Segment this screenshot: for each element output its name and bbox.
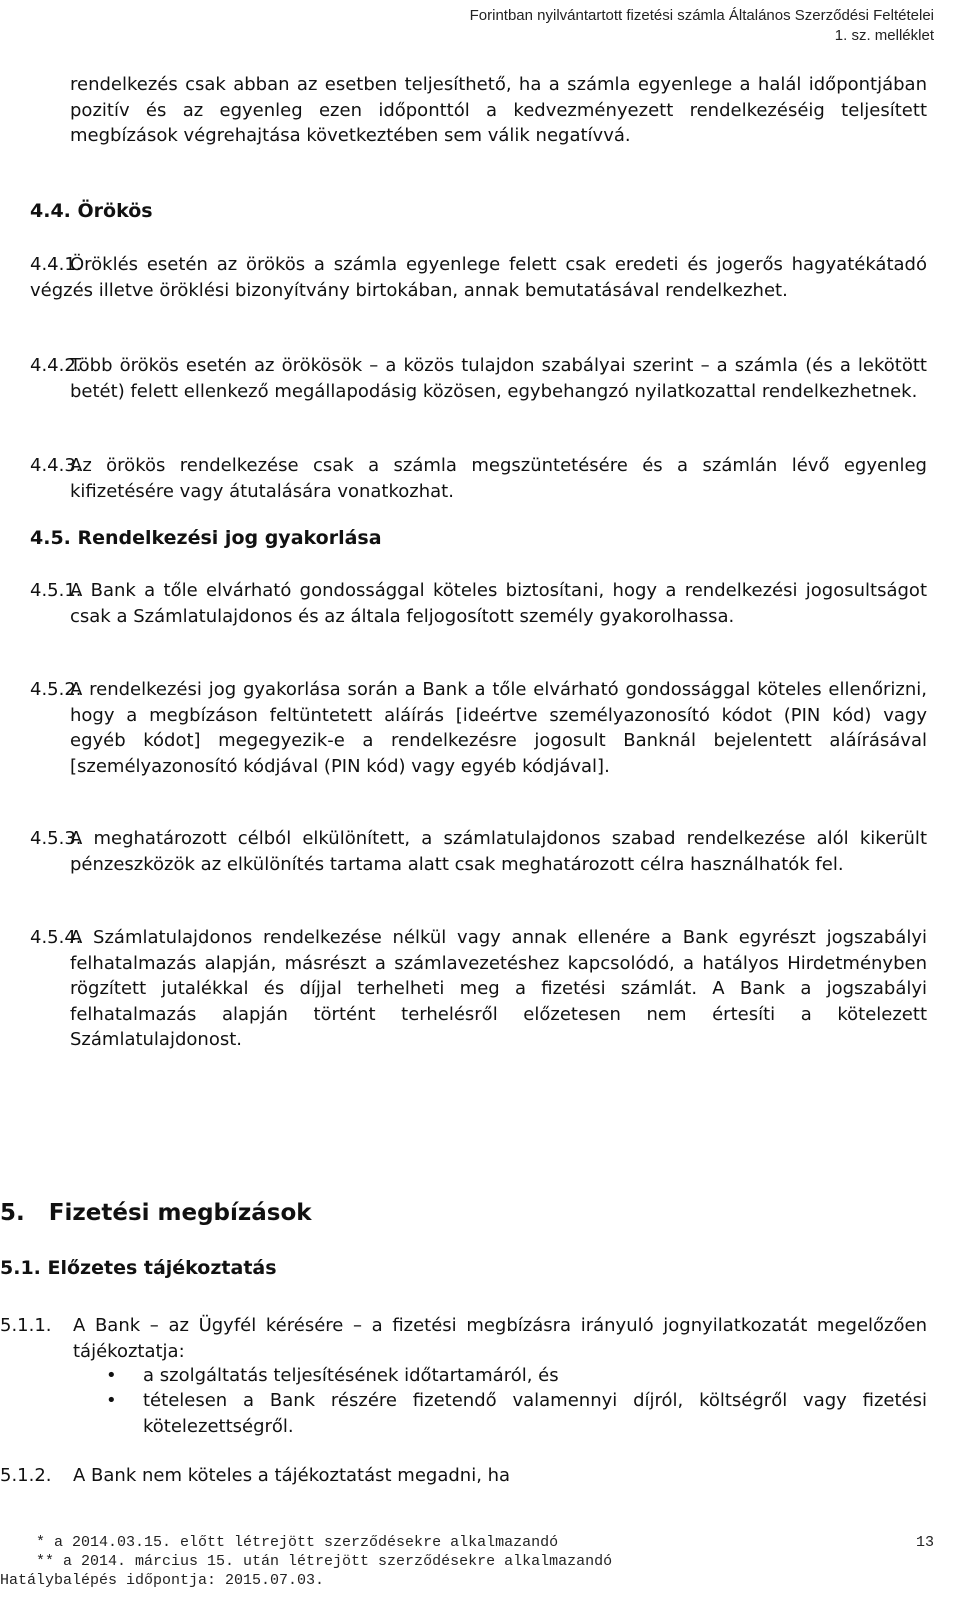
section-5-1-title: 5.1. Előzetes tájékoztatás (0, 1257, 277, 1279)
clause-number: 4.5.4. (30, 927, 82, 948)
clause-4-5-4 (30, 925, 927, 1053)
clause-text: A rendelkezési jog gyakorlása során a Bank a tőle elvárható gondossággal köteles ellenőrizni, hogy a megbízáson feltüntetett aláírás [ideértve személyazonosító kódot (PIN kód) vagy egyéb kódot] megegyezik-e a rendelkezésre jogosult Banknál bejelentett aláírásával [személyazonosító kódjával (PIN kód) vagy egyéb kódjával]. (70, 679, 927, 777)
page-header (470, 6, 934, 46)
clause-4-5-1 (30, 578, 927, 629)
clause-text: Öröklés esetén az örökös a számla egyenlege felett csak eredeti és jogerős hagyatékátadó végzés illetve öröklési bizonyítvány birtokában, annak bemutatásával rendelkezhet. (30, 254, 927, 301)
clause-5-1-1 (0, 1313, 927, 1364)
bullet-icon: • (106, 1365, 117, 1386)
clause-4-4-1 (30, 252, 927, 303)
clause-number: 5.1.2. (0, 1465, 52, 1486)
footnote-single-star: * a 2014.03.15. előtt létrejött szerződésekre alkalmazandó (36, 1534, 559, 1551)
page-number: 13 (915, 1534, 934, 1551)
clause-4-4-3 (30, 453, 927, 504)
bullet-icon: • (106, 1390, 117, 1411)
footnote-double-star: ** a 2014. március 15. után létrejött szerződésekre alkalmazandó (36, 1553, 613, 1570)
list-item-text: a szolgáltatás teljesítésének időtartamáról, és (143, 1365, 559, 1386)
clause-number: 4.5.3. (30, 828, 82, 849)
section-4-4-title: 4.4. Örökös (30, 200, 153, 222)
clause-4-5-3 (30, 826, 927, 877)
clause-text: A meghatározott célból elkülönített, a számlatulajdonos szabad rendelkezése alól kikerült pénzeszközök az elkülönítés tartama alatt csak meghatározott célra használhatók fel. (70, 828, 927, 875)
clause-number: 4.4.2. (30, 355, 82, 376)
page-footer (0, 1534, 934, 1616)
clause-number: 4.4.3. (30, 455, 82, 476)
clause-number: 5.1.1. (0, 1315, 52, 1336)
clause-number: 4.5.1. (30, 580, 82, 601)
intro-paragraph: rendelkezés csak abban az esetben teljesíthető, ha a számla egyenlege a halál időpontjában pozitív és az egyenleg ezen időponttól a kedvezményezett rendelkezéséig teljesített megbízások végrehajtása következtében sem válik negatívvá. (70, 74, 927, 146)
header-title: Forintban nyilvántartott fizetési számla Általános Szerződési Feltételei (469, 7, 934, 24)
clause-text: Az örökös rendelkezése csak a számla megszüntetésére és a számlán lévő egyenleg kifizetésére vagy átutalására vonatkozhat. (70, 455, 927, 502)
clause-4-4-2 (30, 353, 927, 404)
section-5-title: 5. Fizetési megbízások (0, 1200, 312, 1226)
clause-text: A Bank – az Ügyfél kérésére – a fizetési megbízásra irányuló jognyilatkozatát megelőzően tájékoztatja: (73, 1315, 927, 1362)
list-item-text: tételesen a Bank részére fizetendő valamennyi díjról, költségről vagy fizetési kötelezettségről. (143, 1390, 927, 1437)
clause-5-1-2 (0, 1463, 927, 1489)
clause-text: A Bank a tőle elvárható gondossággal köteles biztosítani, hogy a rendelkezési jogosultságot csak a Számlatulajdonos és az általa feljogosított személy gyakorolhassa. (70, 580, 927, 627)
list-item (106, 1388, 927, 1439)
section-4-5-title: 4.5. Rendelkezési jog gyakorlása (30, 527, 382, 549)
clause-text: A Számlatulajdonos rendelkezése nélkül vagy annak ellenére a Bank egyrészt jogszabályi felhatalmazás alapján, másrészt a számlavezetéshez kapcsolódó, a hatályos Hirdetményben rögzített jutalékkal és díjjal terhelheti meg a fizetési számlát. A Bank a jogszabályi felhatalmazás alapján történt terhelésről előzetesen nem értesíti a kötelezett Számlatulajdonost. (70, 927, 927, 1050)
clause-text: Több örökös esetén az örökösök – a közös tulajdon szabályai szerint – a számla (és a lekötött betét) felett ellenkező megállapodásig közösen, egybehangzó nyilatkozattal rendelkezhetnek. (70, 355, 927, 402)
clause-number: 4.5.2. (30, 679, 82, 700)
list-item (106, 1363, 927, 1389)
clause-number: 4.4.1. (30, 254, 82, 275)
effective-date: Hatálybalépés időpontja: 2015.07.03. (0, 1572, 325, 1589)
clause-text: A Bank nem köteles a tájékoztatást megadni, ha (73, 1465, 511, 1486)
clause-4-5-2 (30, 677, 927, 779)
header-annex: 1. sz. melléklet (834, 27, 934, 44)
